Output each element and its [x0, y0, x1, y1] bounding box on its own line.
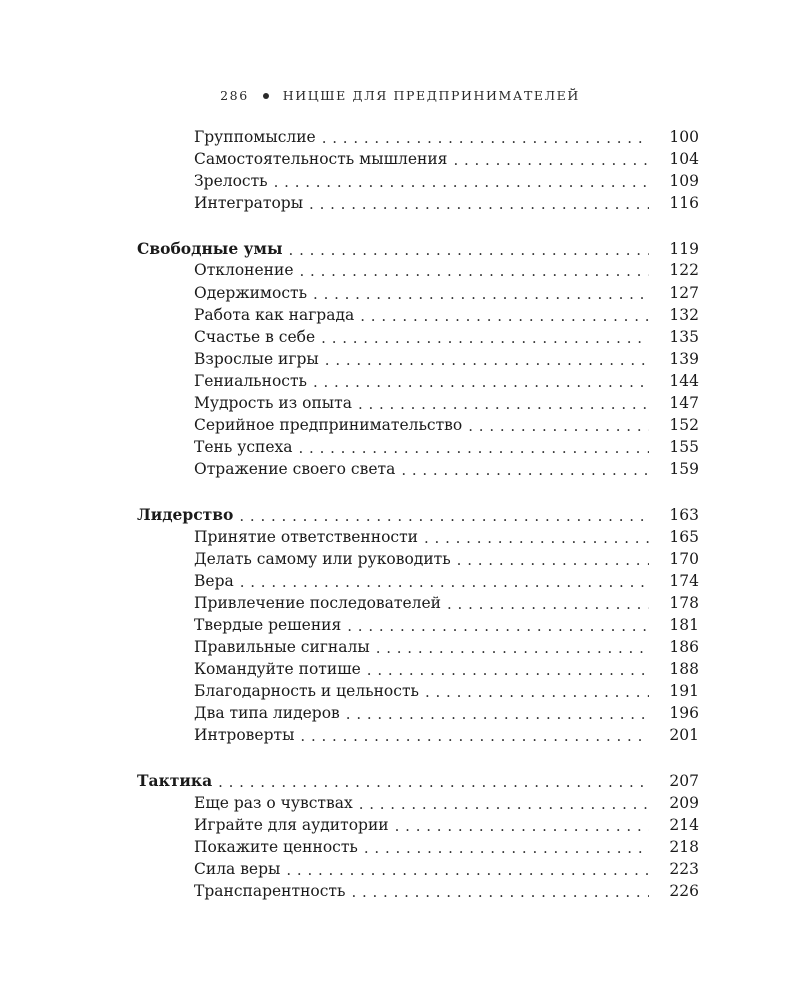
- dot-leader: [300, 727, 649, 745]
- toc-entry[interactable]: [137, 682, 699, 704]
- toc-entry[interactable]: [137, 638, 699, 660]
- dot-leader: [299, 439, 650, 457]
- entry-title: Еще раз о чувствах: [194, 793, 353, 812]
- running-head: [0, 88, 800, 103]
- dot-leader: [313, 373, 649, 391]
- toc-section-heading[interactable]: [137, 771, 699, 793]
- entry-page-number: 132: [669, 305, 699, 324]
- entry-page-number: 196: [669, 704, 699, 723]
- toc-entry[interactable]: [137, 438, 699, 460]
- toc-section: [137, 239, 699, 482]
- toc-entry[interactable]: [137, 150, 699, 172]
- dot-leader: [239, 507, 649, 525]
- entry-title: Два типа лидеров: [194, 704, 340, 723]
- entry-title: Сила веры: [194, 859, 281, 878]
- toc-entry[interactable]: [137, 328, 699, 350]
- dot-leader: [240, 573, 649, 591]
- entry-title: Благодарность и цельность: [194, 682, 419, 701]
- entry-title: Серийное предпринимательство: [194, 416, 463, 435]
- entry-title: Мудрость из опыта: [194, 394, 352, 413]
- entry-title: Привлечение последователей: [194, 593, 442, 612]
- entry-page-number: 147: [669, 394, 699, 413]
- entry-title: Делать самому или руководить: [194, 549, 451, 568]
- entry-page-number: 165: [669, 527, 699, 546]
- toc-entry[interactable]: [137, 882, 699, 904]
- dot-leader: [367, 661, 649, 679]
- dot-leader: [300, 262, 650, 280]
- toc-entry[interactable]: [137, 460, 699, 482]
- dot-leader: [360, 307, 649, 325]
- toc-section: [137, 771, 699, 904]
- toc-entry[interactable]: [137, 194, 699, 216]
- dot-leader: [351, 883, 649, 901]
- entry-title: Работа как награда: [194, 305, 355, 324]
- entry-page-number: 122: [669, 261, 699, 280]
- entry-title: Правильные сигналы: [194, 637, 370, 656]
- entry-page-number: 116: [669, 194, 699, 213]
- entry-page-number: 144: [669, 371, 699, 390]
- entry-page-number: 191: [669, 682, 699, 701]
- entry-title: Отклонение: [194, 261, 294, 280]
- entry-page-number: 159: [669, 460, 699, 479]
- toc-entry[interactable]: [137, 350, 699, 372]
- toc-entry[interactable]: [137, 704, 699, 726]
- dot-leader: [321, 329, 649, 347]
- entry-page-number: 214: [669, 815, 699, 834]
- entry-title: Самостоятельность мышления: [194, 150, 448, 169]
- entry-title: Транспарентность: [194, 881, 346, 900]
- entry-page-number: 223: [669, 859, 699, 878]
- dot-leader: [313, 285, 649, 303]
- entry-page-number: 100: [669, 128, 699, 146]
- entry-page-number: 181: [669, 615, 699, 634]
- entry-title: Вера: [194, 571, 234, 590]
- dot-leader: [359, 795, 649, 813]
- section-title: Лидерство: [137, 505, 234, 525]
- entry-page-number: 186: [669, 637, 699, 656]
- dot-leader: [274, 173, 649, 191]
- dot-leader: [424, 529, 649, 547]
- entry-title: Одержимость: [194, 283, 308, 302]
- entry-title: Принятие ответственности: [194, 527, 419, 546]
- dot-leader: [218, 773, 649, 791]
- entry-page-number: 170: [669, 549, 699, 568]
- entry-title: Отражение своего света: [194, 460, 396, 479]
- toc-entry[interactable]: [137, 794, 699, 816]
- section-page-number: 163: [669, 506, 699, 525]
- dot-leader: [425, 683, 649, 701]
- toc-entry[interactable]: [137, 128, 699, 150]
- entry-title: Твердые решения: [194, 615, 342, 634]
- entry-title: Гениальность: [194, 371, 307, 390]
- entry-page-number: 152: [669, 416, 699, 435]
- toc-entry[interactable]: [137, 416, 699, 438]
- toc-entry[interactable]: [137, 860, 699, 882]
- toc-section: [137, 128, 699, 216]
- toc-entry[interactable]: [137, 816, 699, 838]
- entry-title: Покажите ценность: [194, 837, 358, 856]
- entry-page-number: 201: [669, 726, 699, 745]
- dot-leader: [453, 151, 649, 169]
- dot-leader: [289, 241, 649, 259]
- toc-entry[interactable]: [137, 838, 699, 860]
- toc-entry[interactable]: [137, 172, 699, 194]
- dot-leader: [395, 817, 649, 835]
- entry-title: Командуйте потише: [194, 660, 361, 679]
- dot-leader: [364, 839, 649, 857]
- dot-leader: [401, 461, 649, 479]
- entry-title: Тень успеха: [194, 438, 293, 457]
- dot-leader: [347, 617, 649, 635]
- toc-entry[interactable]: [137, 594, 699, 616]
- entry-title: Счастье в себе: [194, 327, 316, 346]
- dot-leader: [309, 195, 649, 213]
- entry-title: Зрелость: [194, 172, 268, 191]
- entry-title: Играйте для аудитории: [194, 815, 389, 834]
- dot-leader: [346, 705, 649, 723]
- entry-title: Взрослые игры: [194, 349, 319, 368]
- dot-leader: [286, 861, 649, 879]
- toc-entry[interactable]: [137, 394, 699, 416]
- entry-page-number: 109: [669, 172, 699, 191]
- toc-entry[interactable]: [137, 550, 699, 572]
- entry-page-number: 188: [669, 660, 699, 679]
- toc-entry[interactable]: [137, 372, 699, 394]
- entry-page-number: 218: [669, 837, 699, 856]
- entry-page-number: 209: [669, 793, 699, 812]
- dot-leader: [358, 395, 649, 413]
- entry-page-number: 174: [669, 571, 699, 590]
- entry-title: Интроверты: [194, 726, 295, 745]
- toc-entry[interactable]: [137, 261, 699, 283]
- section-page-number: 207: [669, 772, 699, 791]
- toc-entry[interactable]: [137, 660, 699, 682]
- dot-leader: [447, 595, 649, 613]
- entry-page-number: 155: [669, 438, 699, 457]
- dot-leader: [468, 417, 649, 435]
- entry-title: Группомыслие: [194, 128, 316, 146]
- table-of-contents: [137, 128, 699, 927]
- entry-title: Интеграторы: [194, 194, 304, 213]
- section-title: Тактика: [137, 771, 213, 791]
- toc-section-heading[interactable]: [137, 239, 699, 261]
- dot-leader: [325, 351, 649, 369]
- toc-entry[interactable]: [137, 726, 699, 748]
- toc-entry[interactable]: [137, 572, 699, 594]
- entry-page-number: 127: [669, 283, 699, 302]
- entry-page-number: 139: [669, 349, 699, 368]
- section-page-number: 119: [669, 240, 699, 259]
- toc-entry[interactable]: [137, 616, 699, 638]
- entry-page-number: 178: [669, 593, 699, 612]
- entry-page-number: 135: [669, 327, 699, 346]
- page-number: 286: [220, 88, 249, 103]
- entry-page-number: 104: [669, 150, 699, 169]
- section-title: Свободные умы: [137, 239, 283, 259]
- dot-leader: [376, 639, 649, 657]
- dot-leader: [322, 129, 649, 147]
- toc-entry[interactable]: [137, 528, 699, 550]
- bullet-separator-icon: [263, 93, 269, 99]
- book-title: НИЦШЕ ДЛЯ ПРЕДПРИНИМАТЕЛЕЙ: [282, 88, 580, 103]
- toc-entry[interactable]: [137, 284, 699, 306]
- toc-section-heading[interactable]: [137, 505, 699, 527]
- toc-entry[interactable]: [137, 306, 699, 328]
- dot-leader: [457, 551, 649, 569]
- toc-section: [137, 505, 699, 748]
- entry-page-number: 226: [669, 881, 699, 900]
